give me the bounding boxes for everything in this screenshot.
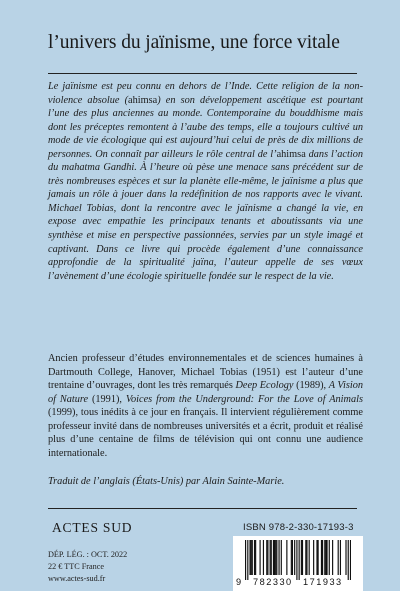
book-title: l’univers du jaïnisme, une force vitale [48,32,340,53]
legal-info [48,549,198,584]
barcode-bar [273,540,274,575]
bio-run: Ancien professeur d’études environnementales et de sciences humaines à Dartmouth College, Hanover, Michael Tobias (1951) est l’auteur d’une trentaine d’ouvrages, dont les très remarqués [48,353,363,392]
barcode-first-digit: 9 [236,577,243,587]
bottom-divider [48,508,357,509]
barcode-bar [309,540,310,575]
barcode-bar [316,540,317,575]
blurb-run: ahimsa [128,94,158,106]
barcode-bar [301,540,302,575]
barcode-bar [276,540,277,575]
barcode-bar [348,540,349,580]
bio-run: Voices from the Underground: For the Love of Animals [125,393,363,405]
barcode-bar [321,540,322,575]
barcode-bar [255,540,256,575]
barcode-bar [275,540,276,575]
barcode-bar [322,540,323,575]
barcode-bar [278,540,279,575]
barcode-bar [247,540,248,580]
barcode-bar [292,540,293,575]
author-bio-paragraph [48,352,363,460]
barcode-bar [260,540,261,575]
barcode-bar [338,540,339,575]
barcode-bar [294,540,295,575]
price: 22 € TTC France [48,561,105,571]
barcode-bar [329,540,330,575]
top-divider [48,73,357,74]
barcode-bar [296,540,297,580]
barcode-bar [318,540,319,575]
barcode-bar [326,540,327,575]
barcode-bars [245,540,351,580]
bio-run: (1991), [88,393,126,405]
bio-run: A Vision of Nature [48,380,363,405]
barcode-bar [267,540,268,575]
isbn-text: ISBN 978-2-330-17193-3 [243,522,354,533]
barcode-bar [325,540,326,575]
barcode-bar [245,540,246,580]
barcode-bar [332,540,333,575]
blurb-run: dans l’action du mahatma Gandhi. À l’heure où pèse une menace sans précédent sur de très nombreuses espèces et sur la planète elle-même, le jaïnisme a plus que jamais un rôle à jouer dans la redéfinition de nos rapports avec le vivant. Michael Tobias, dont la rencontre avec le jaïnisme a changé la vie, en expose avec empathie les principaux tenants et aboutissants via une synthèse et mise en perspective passionnées, servies par un style imagé et captivant. Dans ce livre qui procède également d’une connaissance approfondie de la spiritualité jaïna, l’auteur appelle de ses vœux l’avènement d’une écologie spirituelle fondée sur le respect de la vie. [48,148,363,282]
barcode-bar [252,540,253,575]
barcode [233,536,363,591]
barcode-bar [270,540,271,575]
bio-run: (1989), [293,380,329,392]
blurb-run: Le jaïnisme est peu connu en dehors de l’Inde. Cette religion de la non-violence absolue ( [48,81,363,106]
barcode-bar [313,540,314,575]
blurb-run: ahimsa [276,148,306,160]
legal-deposit: DÉP. LÉG. : OCT. 2022 [48,550,128,559]
barcode-bar [249,540,250,575]
barcode-bar [254,540,255,575]
barcode-bar [291,540,292,575]
website-link[interactable]: www.actes-sud.fr [48,573,106,583]
barcode-bar [340,540,341,575]
barcode-bar [350,540,351,580]
blurb-run: ) en son développement ascétique est pourtant l’une des plus anciennes au monde. Contemporaine du bouddhisme mais dont les préceptes remontent à l’aube des temps, elle a toujours cultivé un mode de vie écologique qui est aujourd’hui celui de près de dix millions de personnes. On connaît par ailleurs le rôle central de l’ [48,94,363,160]
barcode-bar [286,540,287,575]
barcode-bar [324,540,325,575]
barcode-bar [271,540,272,575]
barcode-bar [251,540,252,575]
barcode-bar [299,540,300,580]
barcode-left-digits: 782330 [253,577,293,587]
barcode-bar [266,540,267,575]
barcode-bar [263,540,264,575]
bio-run: Deep Ecology [235,380,294,392]
barcode-bar [302,540,303,575]
barcode-right-digits: 171933 [303,577,343,587]
barcode-bar [281,540,282,575]
barcode-bar [305,540,306,575]
barcode-bar [345,540,346,575]
blurb-paragraph [48,80,363,283]
barcode-bar [306,540,307,575]
translator-credit: Traduit de l’anglais (États-Unis) par Alain Sainte-Marie. [48,476,285,487]
barcode-bar [274,540,275,575]
publisher-logo: ACTES SUD [52,520,133,535]
bio-run: (1999), tous inédits à ce jour en français. Il intervient régulièrement comme professeur invité dans de nombreuses universités et a écrit, produit et réalisé plus d’une centaine de films de télévision qui ont connu une audience internationale. [48,407,363,459]
